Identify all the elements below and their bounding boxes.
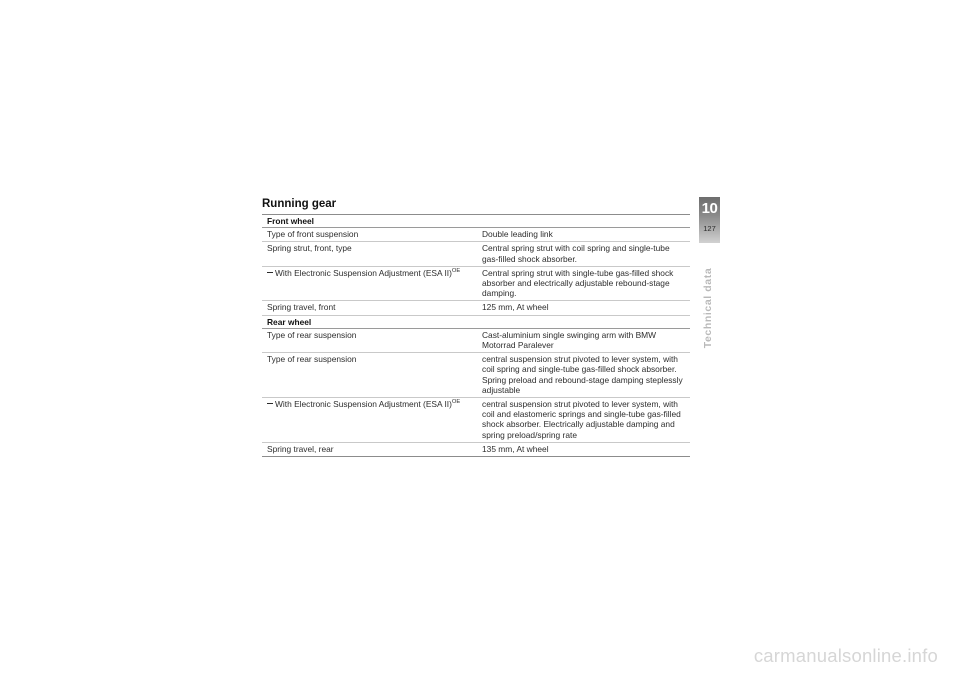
table-row [262,266,690,301]
optional-equipment-mark: OE [451,267,461,274]
spec-label: Spring travel, rear [262,442,473,456]
chapter-number: 10 [701,200,718,217]
group-heading: Front wheel [262,215,690,228]
spec-label: Type of rear suspension [262,328,473,352]
page-number: 127 [703,224,716,233]
spec-label: With Electronic Suspension Adjustment (ESA II) [275,399,452,410]
dash-icon [267,403,273,404]
chapter-side-label [701,253,715,363]
table-row [262,301,690,315]
spec-value: Central spring strut with coil spring and single-tube gas-filled shock absorber. [473,242,690,266]
page-content [262,197,690,457]
watermark: carmanualsonline.info [753,645,938,666]
spec-label: Spring travel, front [262,301,473,315]
spec-label: With Electronic Suspension Adjustment (ESA II) [275,267,452,278]
table-row [262,442,690,456]
table-row [262,398,690,443]
chapter-name: Technical data [702,267,714,349]
chapter-tab [699,197,720,243]
optional-equipment-mark: OE [451,399,461,406]
spec-label-cell [262,266,473,301]
spec-label: Spring strut, front, type [262,242,473,266]
spec-value: 135 mm, At wheel [473,442,690,456]
section-title: Running gear [262,198,337,210]
spec-label: Type of rear suspension [262,353,473,398]
dash-icon [267,272,273,273]
table-row [262,228,690,242]
dash-list-item [267,268,469,278]
table-row [262,353,690,398]
table-row [262,242,690,266]
group-header-front-wheel [262,215,690,228]
spec-value: Central spring strut with single-tube gas-filled shock absorber and electrically adjustable rebound-stage damping. [473,266,690,301]
group-heading: Rear wheel [262,315,690,328]
spec-value: 125 mm, At wheel [473,301,690,315]
group-header-rear-wheel [262,315,690,328]
running-gear-table [262,215,690,457]
dash-list-item [267,399,469,409]
spec-value: Cast-aluminium single swinging arm with BMW Motorrad Paralever [473,328,690,352]
table-row [262,328,690,352]
spec-value: central suspension strut pivoted to lever system, with coil spring and single-tube gas-filled shock absorber. Spring preload and rebound-stage damping steplessly adjustable [473,353,690,398]
spec-label: Type of front suspension [262,228,473,242]
spec-value: central suspension strut pivoted to lever system, with coil and elastomeric springs and single-tube gas-filled shock absorber. Electrically adjustable damping and spring preload/spring rate [473,398,690,443]
spec-label-cell [262,398,473,443]
spec-value: Double leading link [473,228,690,242]
